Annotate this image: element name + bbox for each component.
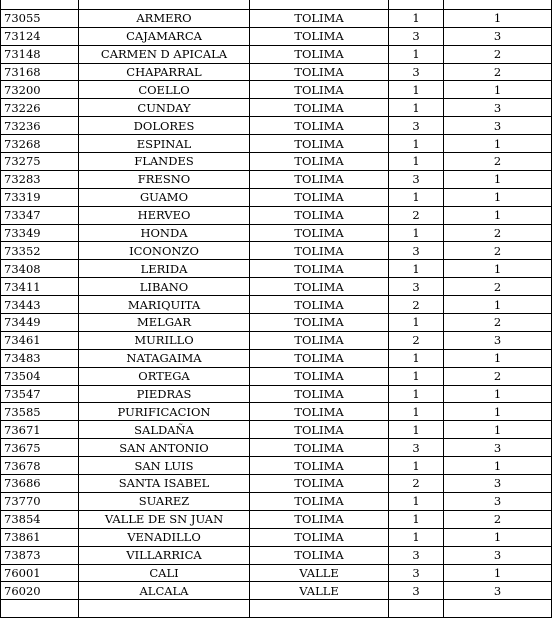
value-b-cell: 3 — [444, 475, 552, 493]
table-row — [1, 188, 552, 206]
municipality-code-cell: 73168 — [1, 63, 79, 81]
table-row — [1, 242, 552, 260]
table-row — [1, 349, 552, 367]
value-b-cell — [444, 600, 552, 618]
municipality-code-cell: 73283 — [1, 170, 79, 188]
municipality-name-cell: ARMERO — [79, 9, 250, 27]
value-a-cell: 1 — [389, 81, 444, 99]
value-a-cell: 1 — [389, 45, 444, 63]
value-a-cell: 2 — [389, 206, 444, 224]
municipality-code-cell: 73200 — [1, 81, 79, 99]
value-b-cell: 1 — [444, 81, 552, 99]
department-cell: TOLIMA — [250, 546, 389, 564]
value-b-cell: 1 — [444, 421, 552, 439]
municipality-name-cell: CALI — [79, 564, 250, 582]
value-a-cell: 3 — [389, 117, 444, 135]
municipality-code-cell: 73449 — [1, 314, 79, 332]
municipality-code-cell: 73268 — [1, 135, 79, 153]
department-cell: TOLIMA — [250, 528, 389, 546]
municipality-name-cell: SALDAÑA — [79, 421, 250, 439]
department-cell: TOLIMA — [250, 296, 389, 314]
value-b-cell: 2 — [444, 153, 552, 171]
value-b-cell: 1 — [444, 564, 552, 582]
municipality-name-cell: DOLORES — [79, 117, 250, 135]
municipality-name-cell: NATAGAIMA — [79, 349, 250, 367]
municipality-code-cell: 73408 — [1, 260, 79, 278]
municipality-name-cell: SAN LUIS — [79, 457, 250, 475]
value-a-cell: 2 — [389, 296, 444, 314]
table-row — [1, 457, 552, 475]
department-cell: TOLIMA — [250, 63, 389, 81]
department-cell: TOLIMA — [250, 135, 389, 153]
municipality-code-cell: 73547 — [1, 385, 79, 403]
municipality-name-cell: SUAREZ — [79, 492, 250, 510]
value-b-cell: 2 — [444, 510, 552, 528]
municipality-code-cell: 73854 — [1, 510, 79, 528]
municipality-code-cell: 73675 — [1, 439, 79, 457]
municipality-code-cell: 73411 — [1, 278, 79, 296]
table-row — [1, 385, 552, 403]
value-a-cell: 1 — [389, 260, 444, 278]
value-b-cell: 3 — [444, 99, 552, 117]
municipality-code-cell: 73148 — [1, 45, 79, 63]
value-a-cell: 3 — [389, 242, 444, 260]
municipality-code-cell: 73236 — [1, 117, 79, 135]
table-row — [1, 45, 552, 63]
department-cell: VALLE — [250, 564, 389, 582]
municipality-code-cell: 76001 — [1, 564, 79, 582]
table-row — [1, 492, 552, 510]
table-row — [1, 135, 552, 153]
value-a-cell: 1 — [389, 99, 444, 117]
value-a-cell: 1 — [389, 492, 444, 510]
table-row — [1, 296, 552, 314]
department-cell: TOLIMA — [250, 170, 389, 188]
municipality-code-cell: 73443 — [1, 296, 79, 314]
value-a-cell: 1 — [389, 224, 444, 242]
value-a-cell — [389, 0, 444, 9]
municipality-code-cell: 73686 — [1, 475, 79, 493]
value-b-cell: 2 — [444, 224, 552, 242]
value-a-cell: 3 — [389, 170, 444, 188]
value-b-cell — [444, 0, 552, 9]
municipality-code-cell: 73124 — [1, 27, 79, 45]
municipality-name-cell: GUAMO — [79, 188, 250, 206]
table-row — [1, 510, 552, 528]
value-a-cell: 1 — [389, 349, 444, 367]
municipality-code-cell: 73319 — [1, 188, 79, 206]
value-a-cell: 1 — [389, 135, 444, 153]
value-b-cell: 3 — [444, 117, 552, 135]
value-b-cell: 1 — [444, 206, 552, 224]
value-a-cell: 1 — [389, 153, 444, 171]
table-row — [1, 117, 552, 135]
municipality-code-cell — [1, 0, 79, 9]
municipality-name-cell: SANTA ISABEL — [79, 475, 250, 493]
municipality-name-cell: MARIQUITA — [79, 296, 250, 314]
table-row — [1, 224, 552, 242]
table-row — [1, 546, 552, 564]
value-b-cell: 2 — [444, 242, 552, 260]
municipality-name-cell: FRESNO — [79, 170, 250, 188]
municipality-name-cell: MURILLO — [79, 331, 250, 349]
value-b-cell: 3 — [444, 331, 552, 349]
value-a-cell: 3 — [389, 27, 444, 45]
value-b-cell: 3 — [444, 546, 552, 564]
department-cell: TOLIMA — [250, 188, 389, 206]
value-b-cell: 1 — [444, 260, 552, 278]
value-b-cell: 1 — [444, 528, 552, 546]
value-a-cell: 1 — [389, 385, 444, 403]
value-a-cell: 3 — [389, 439, 444, 457]
municipality-name-cell: CAJAMARCA — [79, 27, 250, 45]
department-cell — [250, 0, 389, 9]
department-cell: TOLIMA — [250, 367, 389, 385]
municipality-code-cell: 73504 — [1, 367, 79, 385]
table-row — [1, 421, 552, 439]
value-a-cell: 1 — [389, 188, 444, 206]
table-row — [1, 314, 552, 332]
table-row — [1, 99, 552, 117]
municipality-name-cell: VALLE DE SN JUAN — [79, 510, 250, 528]
department-cell: TOLIMA — [250, 492, 389, 510]
table-row — [1, 260, 552, 278]
municipality-code-cell: 73349 — [1, 224, 79, 242]
municipality-name-cell: ALCALA — [79, 582, 250, 600]
department-cell: TOLIMA — [250, 403, 389, 421]
table-row — [1, 278, 552, 296]
municipality-name-cell: FLANDES — [79, 153, 250, 171]
table-row — [1, 206, 552, 224]
table-row — [1, 27, 552, 45]
value-b-cell: 1 — [444, 135, 552, 153]
municipality-name-cell: LIBANO — [79, 278, 250, 296]
department-cell: TOLIMA — [250, 260, 389, 278]
table-row — [1, 582, 552, 600]
value-b-cell: 3 — [444, 27, 552, 45]
municipality-code-cell — [1, 600, 79, 618]
table-row — [1, 367, 552, 385]
department-cell: TOLIMA — [250, 457, 389, 475]
value-b-cell: 2 — [444, 278, 552, 296]
value-a-cell: 1 — [389, 510, 444, 528]
value-a-cell: 3 — [389, 63, 444, 81]
value-b-cell: 3 — [444, 492, 552, 510]
department-cell: TOLIMA — [250, 117, 389, 135]
municipality-code-cell: 73678 — [1, 457, 79, 475]
value-b-cell: 1 — [444, 385, 552, 403]
value-b-cell: 1 — [444, 170, 552, 188]
value-b-cell: 3 — [444, 439, 552, 457]
value-b-cell: 2 — [444, 314, 552, 332]
department-cell: TOLIMA — [250, 510, 389, 528]
value-a-cell: 1 — [389, 9, 444, 27]
table-body — [1, 0, 552, 618]
municipality-name-cell: VILLARRICA — [79, 546, 250, 564]
municipality-code-cell: 73585 — [1, 403, 79, 421]
value-b-cell: 1 — [444, 9, 552, 27]
department-cell: TOLIMA — [250, 314, 389, 332]
municipality-code-cell: 73873 — [1, 546, 79, 564]
municipality-code-cell: 73770 — [1, 492, 79, 510]
department-cell: TOLIMA — [250, 224, 389, 242]
municipality-name-cell: MELGAR — [79, 314, 250, 332]
municipality-code-cell: 73352 — [1, 242, 79, 260]
department-cell: TOLIMA — [250, 439, 389, 457]
municipality-code-cell: 73347 — [1, 206, 79, 224]
value-a-cell: 1 — [389, 457, 444, 475]
value-a-cell: 3 — [389, 564, 444, 582]
department-cell: TOLIMA — [250, 153, 389, 171]
municipality-code-cell: 73671 — [1, 421, 79, 439]
department-cell: TOLIMA — [250, 385, 389, 403]
value-a-cell: 3 — [389, 582, 444, 600]
department-cell: TOLIMA — [250, 278, 389, 296]
municipality-code-cell: 73226 — [1, 99, 79, 117]
table-row — [1, 81, 552, 99]
value-a-cell: 2 — [389, 331, 444, 349]
value-a-cell: 1 — [389, 421, 444, 439]
value-a-cell: 1 — [389, 314, 444, 332]
table-row — [1, 475, 552, 493]
municipality-name-cell: CARMEN D APICALA — [79, 45, 250, 63]
value-b-cell: 1 — [444, 403, 552, 421]
table-row — [1, 403, 552, 421]
department-cell: TOLIMA — [250, 27, 389, 45]
table-row — [1, 63, 552, 81]
municipality-name-cell: CUNDAY — [79, 99, 250, 117]
department-cell: TOLIMA — [250, 331, 389, 349]
value-a-cell: 1 — [389, 403, 444, 421]
department-cell: TOLIMA — [250, 421, 389, 439]
municipality-code-cell: 73861 — [1, 528, 79, 546]
municipality-name-cell: HERVEO — [79, 206, 250, 224]
value-b-cell: 2 — [444, 45, 552, 63]
table-row — [1, 9, 552, 27]
department-cell: TOLIMA — [250, 9, 389, 27]
table-row — [1, 0, 552, 9]
municipality-name-cell: HONDA — [79, 224, 250, 242]
value-b-cell: 1 — [444, 457, 552, 475]
department-cell — [250, 600, 389, 618]
table-row — [1, 564, 552, 582]
municipality-name-cell: ORTEGA — [79, 367, 250, 385]
municipality-name-cell: SAN ANTONIO — [79, 439, 250, 457]
value-a-cell: 1 — [389, 528, 444, 546]
value-b-cell: 3 — [444, 582, 552, 600]
value-b-cell: 2 — [444, 367, 552, 385]
department-cell: TOLIMA — [250, 45, 389, 63]
municipality-code-cell: 73461 — [1, 331, 79, 349]
municipality-code-cell: 73055 — [1, 9, 79, 27]
department-cell: TOLIMA — [250, 349, 389, 367]
municipality-name-cell: VENADILLO — [79, 528, 250, 546]
municipality-name-cell: ICONONZO — [79, 242, 250, 260]
value-b-cell: 1 — [444, 296, 552, 314]
department-cell: TOLIMA — [250, 99, 389, 117]
table-row — [1, 170, 552, 188]
value-a-cell: 3 — [389, 546, 444, 564]
municipality-code-cell: 73275 — [1, 153, 79, 171]
department-cell: TOLIMA — [250, 81, 389, 99]
department-cell: TOLIMA — [250, 242, 389, 260]
value-b-cell: 2 — [444, 63, 552, 81]
department-cell: VALLE — [250, 582, 389, 600]
municipality-name-cell — [79, 0, 250, 9]
value-a-cell: 3 — [389, 278, 444, 296]
municipality-name-cell: ESPINAL — [79, 135, 250, 153]
value-b-cell: 1 — [444, 349, 552, 367]
table-row — [1, 439, 552, 457]
value-b-cell: 1 — [444, 188, 552, 206]
municipality-name-cell: LERIDA — [79, 260, 250, 278]
value-a-cell: 2 — [389, 475, 444, 493]
department-cell: TOLIMA — [250, 475, 389, 493]
municipality-name-cell: PURIFICACION — [79, 403, 250, 421]
municipality-code-cell: 76020 — [1, 582, 79, 600]
value-a-cell: 1 — [389, 367, 444, 385]
municipality-name-cell: PIEDRAS — [79, 385, 250, 403]
table-row — [1, 331, 552, 349]
table-row — [1, 528, 552, 546]
municipality-name-cell — [79, 600, 250, 618]
municipality-code-cell: 73483 — [1, 349, 79, 367]
municipality-name-cell: COELLO — [79, 81, 250, 99]
department-cell: TOLIMA — [250, 206, 389, 224]
value-a-cell — [389, 600, 444, 618]
table-row — [1, 153, 552, 171]
municipality-name-cell: CHAPARRAL — [79, 63, 250, 81]
table-row — [1, 600, 552, 618]
